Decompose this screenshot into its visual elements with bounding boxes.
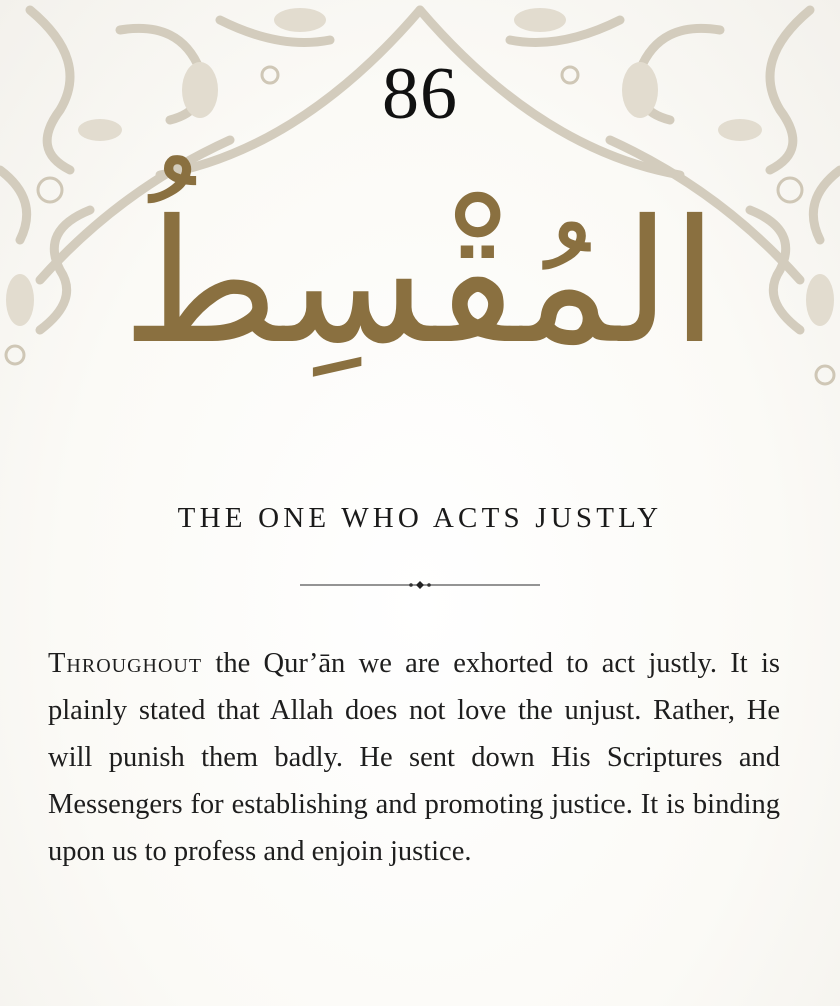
page-number: 86 <box>382 53 458 135</box>
divider-icon <box>300 578 540 592</box>
body-lead-word: Throughout <box>48 648 203 679</box>
body-text: the Qur’ān we are exhorted to act justly. It is plainly stated that Allah does not love the unjust. Rather, He will punish them badly. He sent down His Scriptures and Messengers for establishing and promoting justice. It is binding upon us to profess and enjoin justice. <box>48 648 780 867</box>
body-paragraph <box>48 640 780 875</box>
name-translation-heading: THE ONE WHO ACTS JUSTLY <box>177 502 663 534</box>
arabic-calligraphy: المُقْسِطُ <box>121 184 719 382</box>
